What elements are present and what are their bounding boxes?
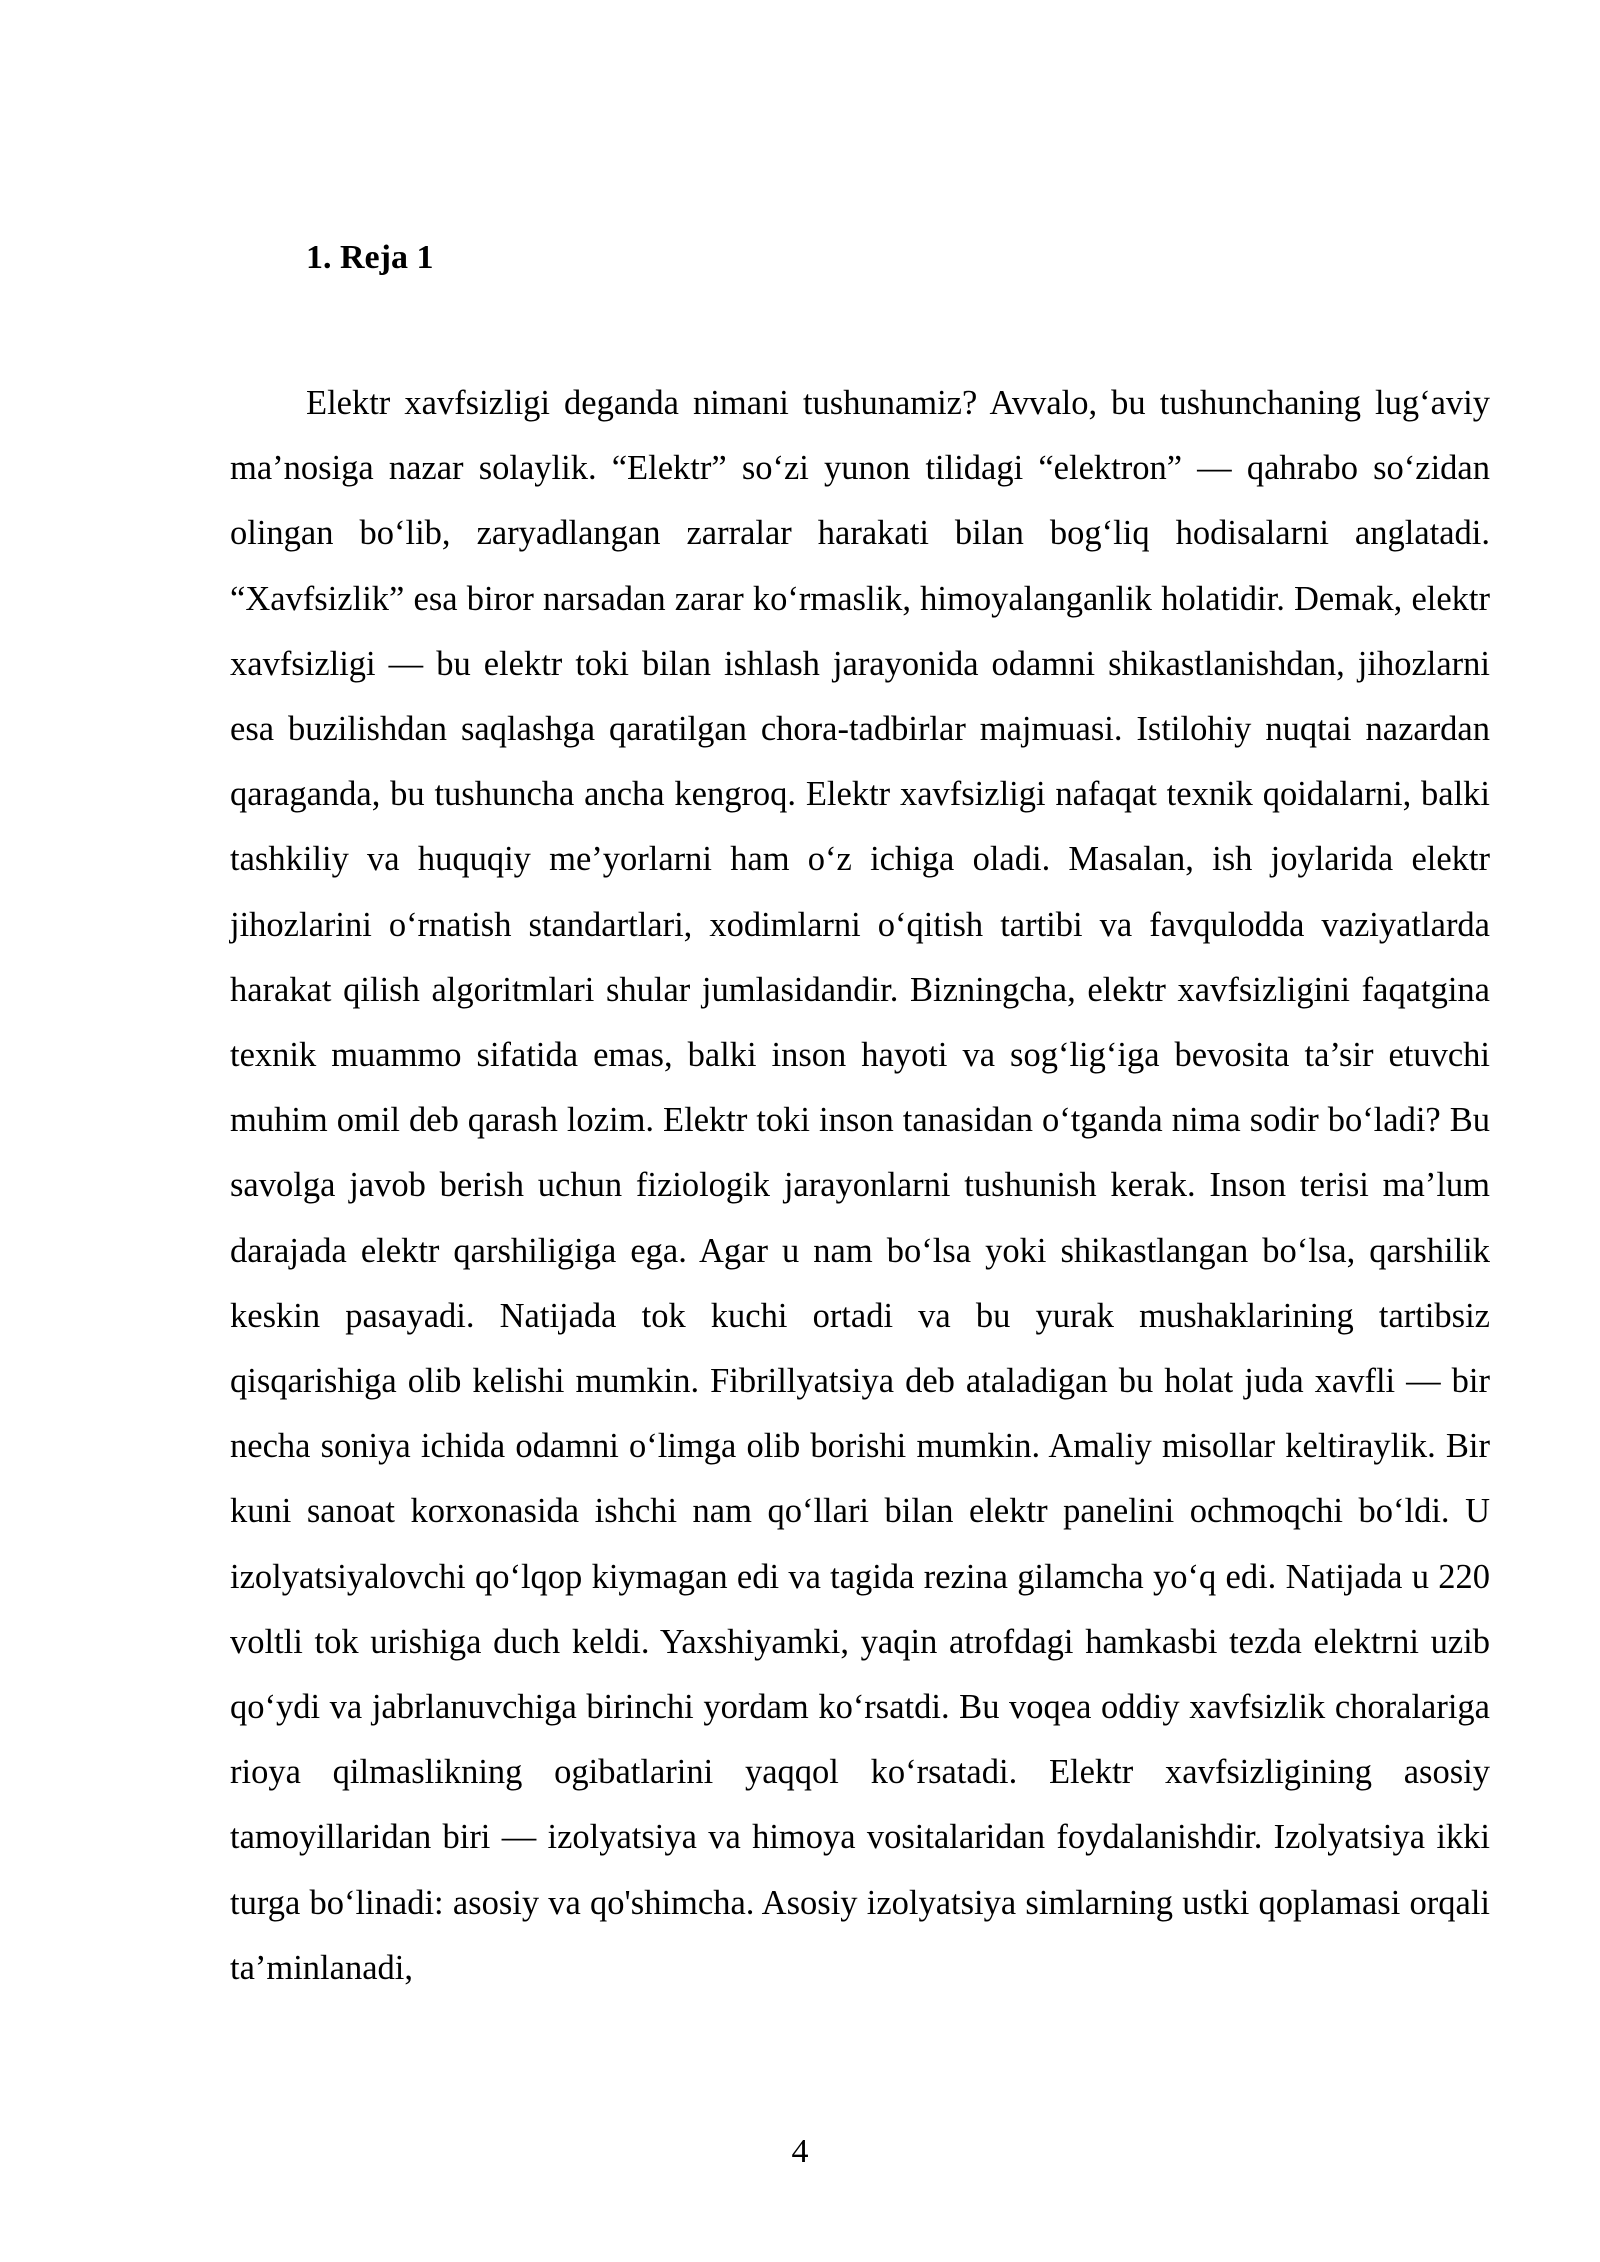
body-paragraph: Elektr xavfsizligi deganda nimani tushunamiz? Avvalo, bu tushunchaning lug‘aviy ma’nosiga nazar solaylik. “Elektr” so‘zi yunon tilidagi “elektron” — qahrabo so‘zidan olingan bo‘lib, zaryadlangan zarralar harakati bilan bog‘liq hodisalarni anglatadi. “Xavfsizlik” esa biror narsadan zarar ko‘rmaslik, himoyalanganlik holatidir. Demak, elektr xavfsizligi — bu elektr toki bilan ishlash jarayonida odamni shikastlanishdan, jihozlarni esa buzilishdan saqlashga qaratilgan chora-tadbirlar majmuasi. Istilohiy nuqtai nazardan qaraganda, bu tushuncha ancha kengroq. Elektr xavfsizligi nafaqat texnik qoidalarni, balki tashkiliy va huquqiy me’yorlarni ham o‘z ichiga oladi. Masalan, ish joylarida elektr jihozlarini o‘rnatish standartlari, xodimlarni o‘qitish tartibi va favqulodda vaziyatlarda harakat qilish algoritmlari shular jumlasidandir. Bizningcha, elektr xavfsizligini faqatgina texnik muammo sifatida emas, balki inson hayoti va sog‘lig‘iga bevosita ta’sir etuvchi muhim omil deb qarash lozim. Elektr toki inson tanasidan o‘tganda nima sodir bo‘ladi? Bu savolga javob berish uchun fiziologik jarayonlarni tushunish kerak. Inson terisi ma’lum darajada elektr qarshiligiga ega. Agar u nam bo‘lsa yoki shikastlangan bo‘lsa, qarshilik keskin pasayadi. Natijada tok kuchi ortadi va bu yurak mushaklarining tartibsiz qisqarishiga olib kelishi mumkin. Fibrillyatsiya deb ataladigan bu holat juda xavfli — bir necha soniya ichida odamni o‘limga olib borishi mumkin. Amaliy misollar keltiraylik. Bir kuni sanoat korxonasida ishchi nam qo‘llari bilan elektr panelini ochmoqchi bo‘ldi. U izolyatsiyalovchi qo‘lqop kiymagan edi va tagida rezina gilamcha yo‘q edi. Natijada u 220 voltli tok urishiga duch keldi. Yaxshiyamki, yaqin atrofdagi hamkasbi tezda elektrni uzib qo‘ydi va jabrlanuvchiga birinchi yordam ko‘rsatdi. Bu voqea oddiy xavfsizlik choralariga rioya qilmaslikning ogibatlarini yaqqol ko‘rsatadi. Elektr xavfsizligining asosiy tamoyillaridan biri — izolyatsiya va himoya vositalaridan foydalanishdir. Izolyatsiya ikki turga bo‘linadi: asosiy va qo'shimcha. Asosiy izolyatsiya simlarning ustki qoplamasi orqali ta’minlanadi,: [230, 384, 1490, 1987]
page-number: 4: [791, 2133, 809, 2170]
section-heading: 1. Reja 1: [306, 239, 434, 276]
